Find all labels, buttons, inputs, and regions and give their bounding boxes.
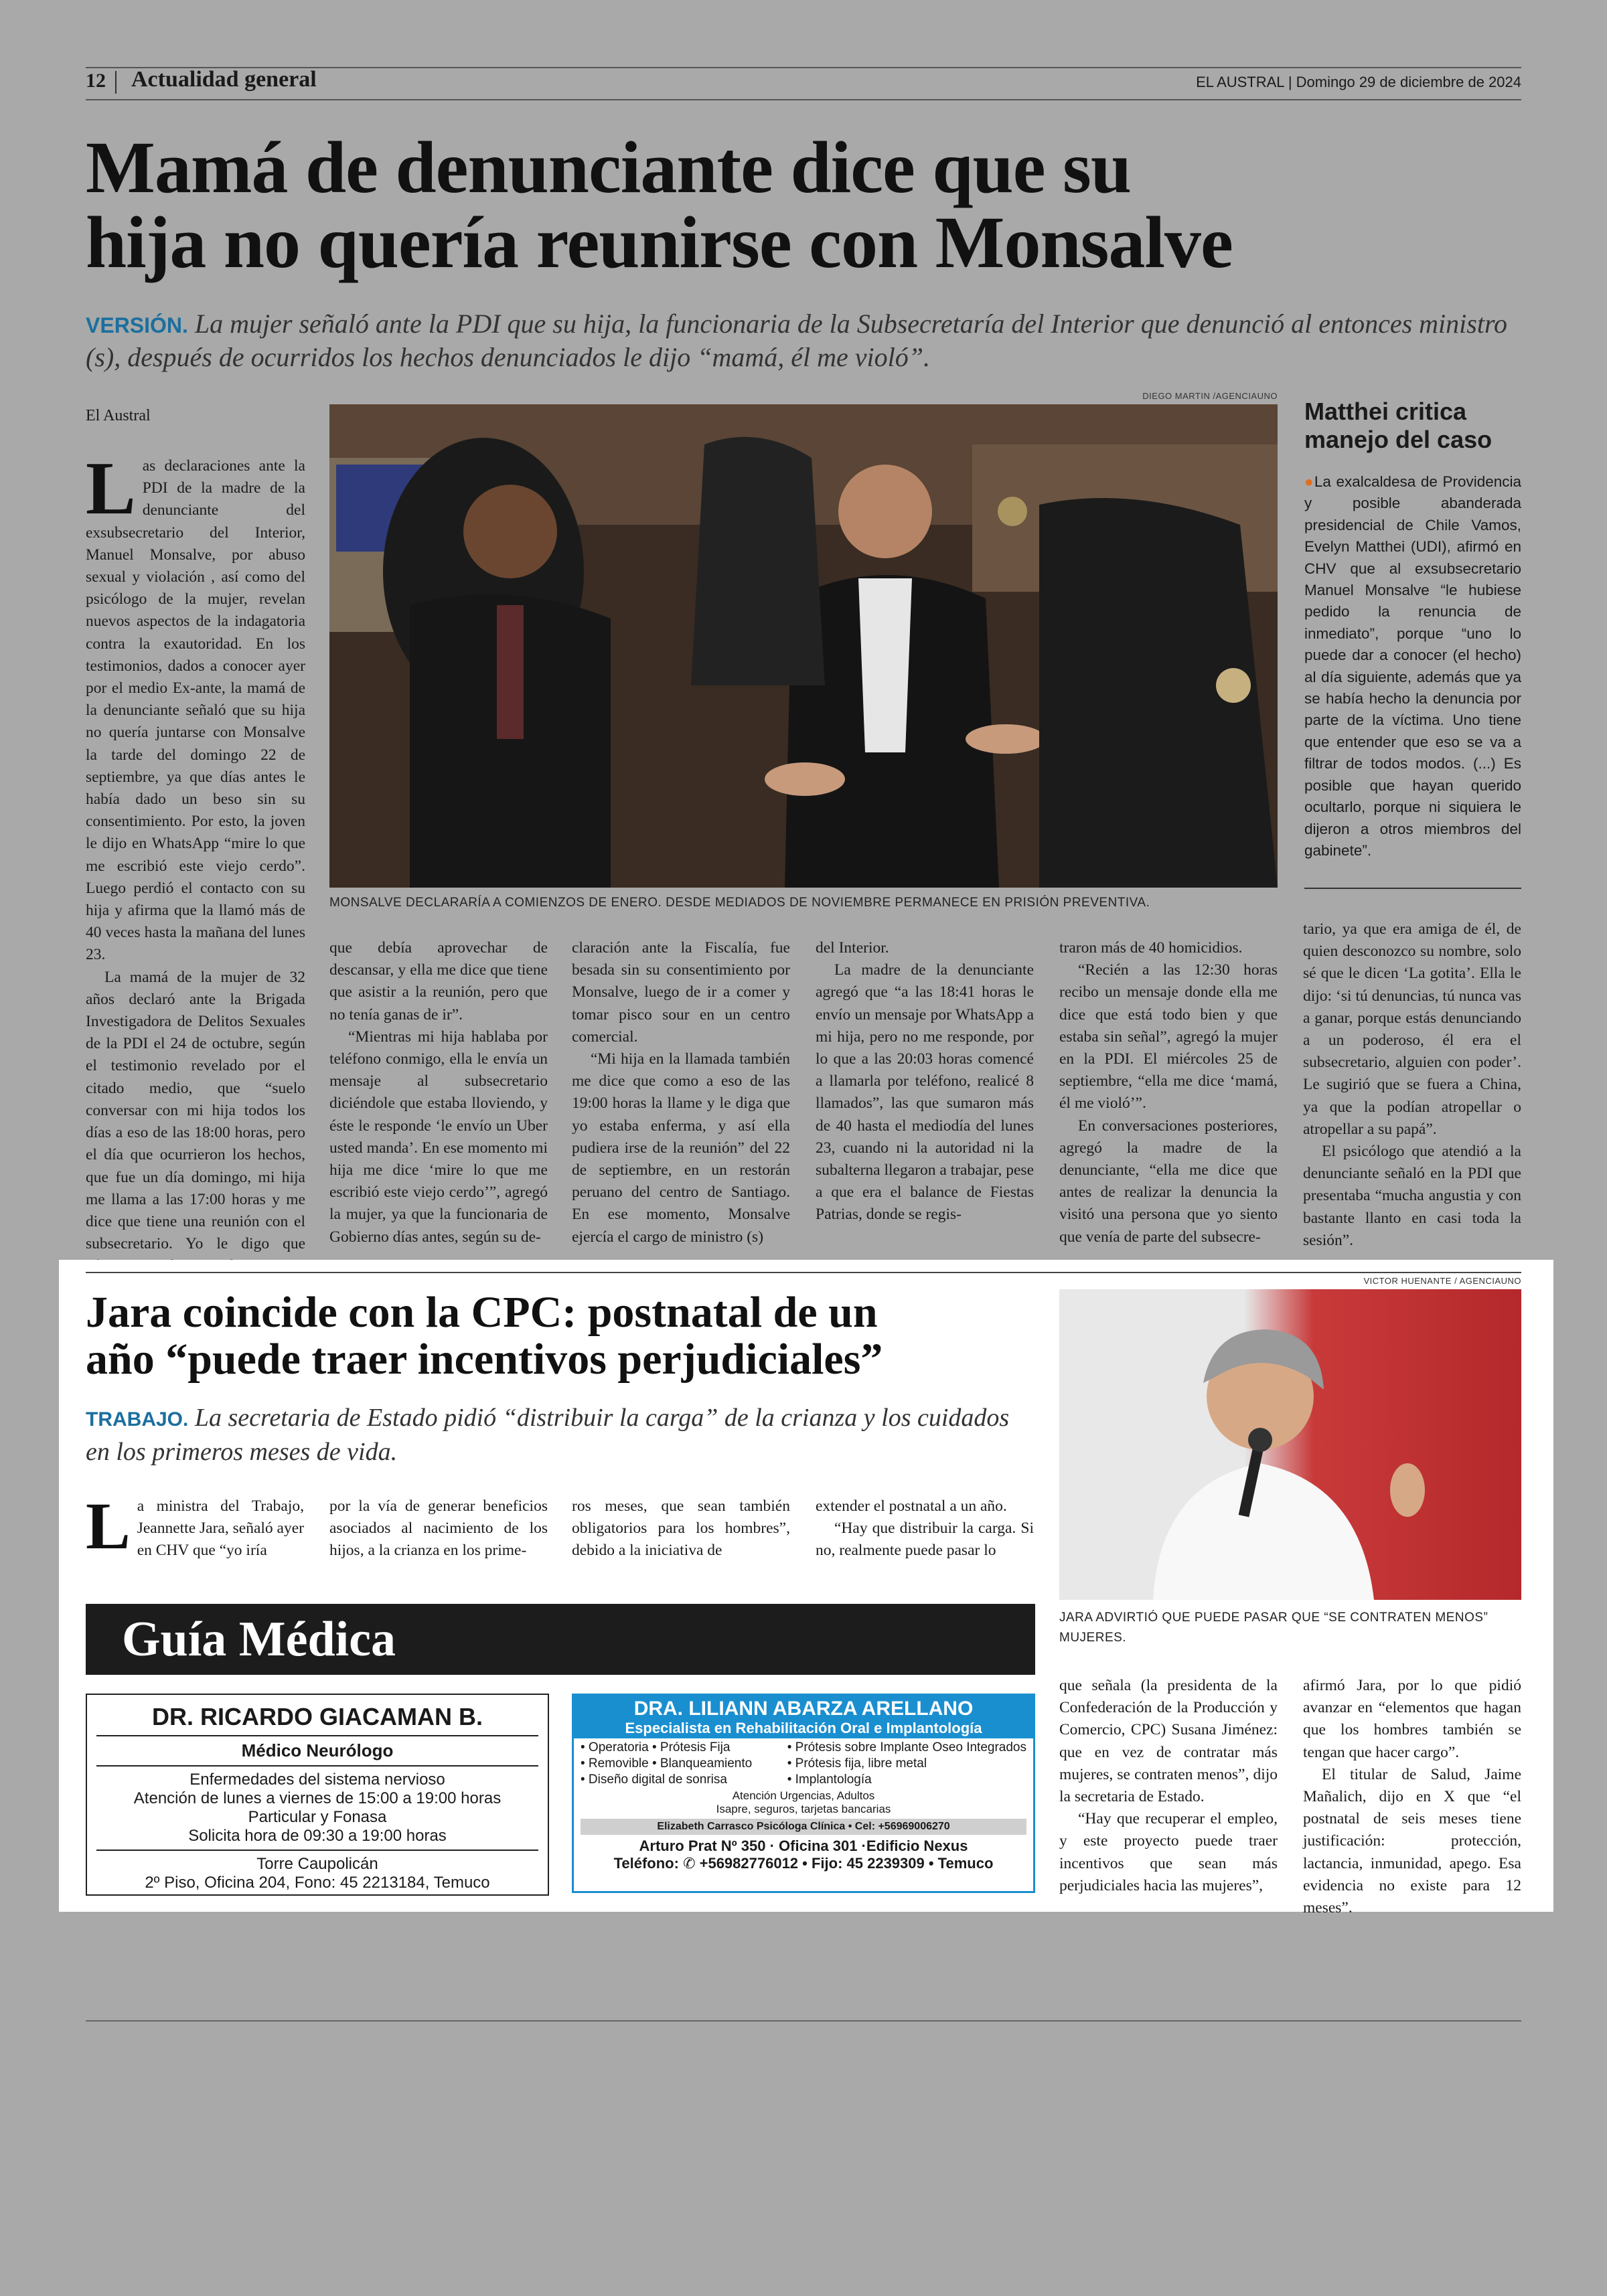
ad1-line2: Atención de lunes a viernes de 15:00 a 19:00 horas bbox=[133, 1789, 502, 1807]
ad2-item: • Removible • Blanqueamiento bbox=[581, 1756, 753, 1771]
ad2-item: • Operatoria • Prótesis Fija bbox=[581, 1740, 731, 1754]
second-col6-p2: El titular de Salud, Jaime Mañalich, dijo en X que “el postnatal de seis meses tiene justificación: protección, lactancia, inmunidad, apego. Esa evidencia no existe para 12 meses”. bbox=[1303, 1765, 1521, 1917]
second-col2-text: por la vía de generar beneficios asociados al nacimiento de los hijos, a la crianza en los prime- bbox=[329, 1497, 548, 1560]
sidebar-bullet: ● bbox=[1304, 473, 1314, 490]
main-col5-p1: traron más de 40 homicidios. bbox=[1059, 939, 1243, 957]
second-headline bbox=[86, 1289, 1037, 1383]
ad2-isapre: Isapre, seguros, tarjetas bancarias bbox=[716, 1803, 891, 1815]
guia-medica-bar: Guía Médica bbox=[86, 1604, 1035, 1675]
main-col6-p2: El psicólogo que atendió a la denunciante señaló en la PDI que presentaba “mucha angustia y con bastante llanto en casi toda la sesión”. bbox=[1303, 1143, 1521, 1249]
masthead: EL AUSTRAL | Domingo 29 de diciembre de 2024 bbox=[1196, 74, 1521, 90]
main-col5-p2: “Recién a las 12:30 horas recibo un mensaje donde ella me dice que está todo bien y que estaba sin señal”, agregó la mujer en la PDI. El miércoles 25 de septiembre, “ella me dice ‘mamá, él me violó’”. bbox=[1059, 961, 1278, 1113]
second-col5-p2: “Hay que recuperar el empleo, y este proyecto puede traer incentivos que sean más perjudiciales hacia las mujeres”, bbox=[1059, 1810, 1278, 1894]
second-col4-p2: “Hay que distribuir la carga. Si no, realmente puede pasar lo bbox=[816, 1520, 1034, 1560]
second-col5-p1: que señala (la presidenta de la Confederación de la Producción y Comercio, CPC) Susana Jiménez: que en vez de contratar más mujeres, se contraten menos”, dijo la secretaria de Estado. bbox=[1059, 1677, 1278, 1806]
courtroom-illustration bbox=[329, 404, 1278, 888]
header-divider bbox=[115, 71, 117, 94]
ad-giacaman bbox=[86, 1694, 549, 1896]
second-deck bbox=[86, 1402, 1037, 1468]
ad1-line1: Enfermedades del sistema nervioso bbox=[189, 1771, 445, 1789]
main-drop-cap: L bbox=[86, 447, 136, 530]
main-headline bbox=[86, 127, 1521, 283]
main-kicker: VERSIÓN. bbox=[86, 313, 188, 337]
second-col1 bbox=[86, 1489, 304, 1563]
main-col4 bbox=[816, 937, 1034, 1226]
ad2-item: • Prótesis fija, libre metal bbox=[787, 1756, 927, 1771]
ad1-rule2 bbox=[96, 1765, 538, 1767]
ad1-rule bbox=[96, 1735, 538, 1736]
ad1-line5: Torre Caupolicán bbox=[256, 1855, 378, 1873]
lower-top-rule bbox=[86, 1272, 1521, 1273]
second-col6-p1: afirmó Jara, por lo que pidió avanzar en “elementos que hagan que los hombres también se tengan que hacer cargo”. bbox=[1303, 1677, 1521, 1761]
photo1-caption: MONSALVE DECLARARÍA A COMIENZOS DE ENERO. DESDE MEDIADOS DE NOVIEMBRE PERMANECE EN PRISIÓN PREVENTIVA. bbox=[329, 896, 1150, 910]
second-headline-line2: año “puede traer incentivos perjudiciales” bbox=[86, 1335, 883, 1384]
second-photo bbox=[1059, 1289, 1521, 1600]
photo1-credit: DIEGO MARTIN /AGENCIAUNO bbox=[1142, 391, 1278, 401]
main-photo bbox=[329, 404, 1278, 888]
second-col6 bbox=[1303, 1675, 1521, 1919]
ad2-header bbox=[574, 1696, 1033, 1738]
ad2-item: • Implantología bbox=[787, 1773, 872, 1787]
section-title: Actualidad general bbox=[131, 67, 317, 92]
ad2-left bbox=[581, 1740, 752, 1788]
main-headline-line2: hija no quería reunirse con Monsalve bbox=[86, 201, 1233, 283]
byline: El Austral bbox=[86, 407, 151, 424]
main-col5 bbox=[1059, 937, 1278, 1248]
second-headline-line1: Jara coincide con la CPC: postnatal de un bbox=[86, 1288, 878, 1337]
sidebar-body bbox=[1304, 471, 1521, 862]
main-col1-p1: as declaraciones ante la PDI de la madre de la denunciante del exsubsecretario del Interior, Manuel Monsalve, por abuso sexual y violación , así como del psicólogo de la mujer, revelan nuevos aspectos de la indagatoria contra la exautoridad. En los testimonios, dados a conocer ayer por el medio Ex-ante, la mamá de la denunciante señaló que su hija no quería juntarse con Monsalve la tarde del domingo 22 de septiembre, ya que días antes le había dado un beso sin su consentimiento. Por esto, la joven le dijo en WhatsApp “mire lo que me escribió este viejo cerdo”. Luego perdió el contacto con su hija y afirma que la llamó más de 40 veces hasta la mañana del lunes 23. bbox=[86, 457, 305, 964]
ad2-right bbox=[787, 1740, 1026, 1788]
main-col4-p1: del Interior. bbox=[816, 939, 889, 957]
ad1-name: DR. RICARDO GIACAMAN B. bbox=[152, 1703, 483, 1730]
ad-abarza bbox=[572, 1694, 1035, 1893]
main-col1-p2: La mamá de la mujer de 32 años declaró ante la Brigada Investigadora de Delitos Sexuales de la PDI el 24 de octubre, según el testimonio revelado por el citado medio, que “suelo conversar con mi hija todos los días a eso de las 18:00 horas, pero el día que ocurrieron los hechos, que fue un día domingo, mi hija me llama a las 17:00 horas y me dice que tiene una reunión con el subsecretario. Yo le digo que bbox=[86, 968, 305, 1253]
ad1-line3: Particular y Fonasa bbox=[248, 1808, 387, 1826]
main-col3-p2: “Mi hija en la llamada también me dice que como a eso de las 19:00 horas la llame y le diga que yo estaba enferma, y así ella pudiera irse de la reunión” del 22 de septiembre, en un restorán peruano del centro de Santiago. En ese momento, Monsalve ejercía el cargo de ministro (s) bbox=[572, 1050, 790, 1246]
page-number: 12 bbox=[86, 70, 106, 92]
second-deck-text: La secretaria de Estado pidió “distribuir la carga” de la crianza y los cuidados en los primeros meses de vida. bbox=[86, 1404, 1010, 1466]
ad2-item: • Diseño digital de sonrisa bbox=[581, 1773, 727, 1787]
ad2-services bbox=[574, 1738, 1033, 1789]
main-col2 bbox=[329, 937, 548, 1248]
header-bottom-rule bbox=[86, 99, 1521, 100]
ad2-address: Arturo Prat Nº 350 · Oficina 301 ·Edificio Nexus bbox=[639, 1837, 968, 1854]
main-col6 bbox=[1303, 918, 1521, 1252]
speaker-illustration bbox=[1059, 1289, 1521, 1600]
second-drop-cap: L bbox=[86, 1489, 131, 1563]
ad1-rule3 bbox=[96, 1850, 538, 1851]
second-col4-p1: extender el postnatal a un año. bbox=[816, 1497, 1007, 1515]
sidebar-rule bbox=[1304, 888, 1521, 889]
ad2-psico: Elizabeth Carrasco Psicóloga Clínica • Cel: +56969006270 bbox=[581, 1819, 1026, 1835]
second-col3 bbox=[572, 1495, 790, 1562]
ad1-line4: Solicita hora de 09:30 a 19:00 horas bbox=[188, 1827, 447, 1845]
second-col1-text: a ministra del Trabajo, Jeannette Jara, señaló ayer en CHV que “yo iría bbox=[137, 1497, 304, 1560]
main-col2-p1: que debía aprovechar de descansar, y ella me dice que tiene que asistir a la reunión, pero que no tenía ganas de ir”. bbox=[329, 939, 548, 1023]
main-col3 bbox=[572, 937, 790, 1248]
main-col5-p3: En conversaciones posteriores, agregó la madre de la denunciante, “ella me dice que antes de realizar la denuncia la visitó una persona que yo siento que venía de parte del subsecre- bbox=[1059, 1117, 1278, 1246]
main-deck-text: La mujer señaló ante la PDI que su hija, la funcionaria de la Subsecretaría del Interior que denunció al entonces ministro (s), después de ocurridos los hechos denunciados le dijo “mamá, él me violó”. bbox=[86, 309, 1508, 372]
second-col3-text: ros meses, que sean también obligatorios para los hombres”, debido a la iniciativa de bbox=[572, 1497, 790, 1560]
ad2-item: • Prótesis sobre Implante Oseo Integrados bbox=[787, 1740, 1026, 1754]
second-col4 bbox=[816, 1495, 1034, 1562]
ad1-specialty: Médico Neurólogo bbox=[241, 1740, 394, 1760]
ad2-phones: Teléfono: ✆ +56982776012 • Fijo: 45 2239309 • Temuco bbox=[613, 1855, 994, 1872]
ad2-urgencias: Atención Urgencias, Adultos bbox=[732, 1789, 875, 1802]
ad2-specialty: Especialista en Rehabilitación Oral e Implantología bbox=[625, 1720, 982, 1736]
main-deck bbox=[86, 308, 1521, 374]
page-bottom-rule bbox=[86, 2020, 1521, 2022]
main-col6-p1: tario, ya que era amiga de él, de quien desconozco su nombre, solo sé que le dicen ‘La gotita’. Ella le dijo: ‘si tú denuncias, tú nunca vas a ganar, porque estás denunciando a un poderoso, él era el subsecretario, alguien con poder’. Le sugirió que se fuera a China, ya que la podían atropellar o atropellar a su papá”. bbox=[1303, 920, 1521, 1138]
main-col3-p1: claración ante la Fiscalía, fue besada sin su consentimiento por Monsalve, luego de ir a comer y tomar pisco sour en un centro comercial. bbox=[572, 939, 790, 1046]
main-headline-line1: Mamá de denunciante dice que su bbox=[86, 127, 1132, 208]
main-col4-p2: La madre de la denunciante agregó que “a las 18:41 horas le envío un mensaje por WhatsApp a mi hija, pero no me responde, por lo que a las 20:03 horas comencé a llamarla por teléfono, realicé 8 llamados”, las que sumaron más de 40 hasta el mediodía del lunes 23, cuando ni la autoridad ni la subalterna llegaron a trabajar, pese a que era el balance de Fiestas Patrias, donde se regis- bbox=[816, 961, 1034, 1224]
photo2-caption: JARA ADVIRTIÓ QUE PUEDE PASAR QUE “SE CONTRATEN MENOS” MUJERES. bbox=[1059, 1611, 1488, 1645]
second-kicker: TRABAJO. bbox=[86, 1408, 189, 1430]
sidebar-text: La exalcaldesa de Providencia y posible abanderada presidencial de Chile Vamos, Evelyn Matthei (UDI), afirmó en CHV que al exsubsecretario Manuel Monsalve “le hubiese pedido la renuncia de inmediato”, porque “uno lo puede dar a conocer (el hecho) al día siguiente, además que ya se había hecho la denuncia por parte de la víctima. Uno tiene que entender que eso se va a filtrar de todos modos. (...) Es posible que hayan querido ocultarlo, porque ni siquiera le dijeron a otros miembros del gabinete”. bbox=[1304, 473, 1522, 859]
second-col2 bbox=[329, 1495, 548, 1562]
ad2-name: DRA. LILIANN ABARZA ARELLANO bbox=[633, 1698, 974, 1720]
main-col2-p2: “Mientras mi hija hablaba por teléfono conmigo, ella le envía un mensaje al subsecretario diciéndole que estaba lloviendo, y éste le responde ‘le envío un Uber usted manda’. En ese momento mi hija me dice ‘mire lo que me escribió este viejo cerdo’”, agregó la mujer, ya que la funcionaria de Gobierno días antes, según su de- bbox=[329, 1028, 548, 1246]
main-col1 bbox=[86, 447, 305, 1278]
photo2-credit: VICTOR HUENANTE / AGENCIAUNO bbox=[1363, 1276, 1521, 1286]
sidebar-title: Matthei critica manejo del caso bbox=[1304, 398, 1493, 453]
ad1-line6: 2º Piso, Oficina 204, Fono: 45 2213184, Temuco bbox=[145, 1874, 490, 1892]
second-col5 bbox=[1059, 1675, 1278, 1897]
